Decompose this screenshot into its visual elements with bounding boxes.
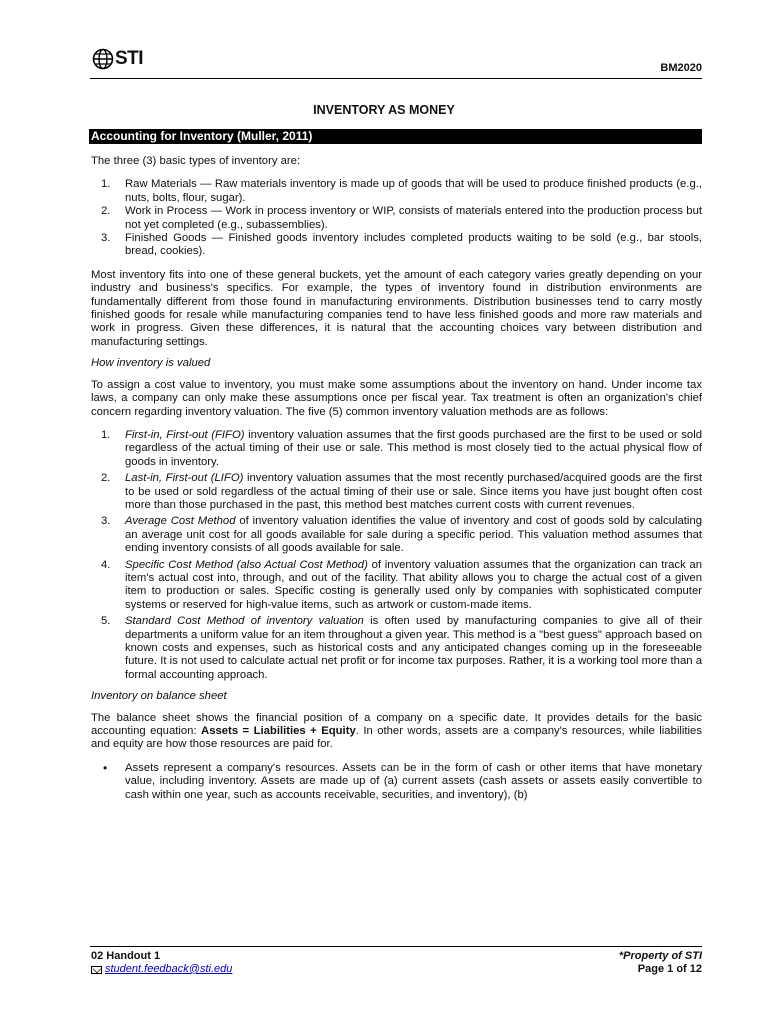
method-term: First-in, First-out (FIFO) <box>125 428 245 441</box>
subheading: Inventory on balance sheet <box>91 690 227 703</box>
page-title: INVENTORY AS MONEY <box>313 103 455 117</box>
method-term: Standard Cost Method of inventory valuation <box>125 615 364 628</box>
list-item: 3. Average Cost Method of inventory valuation identifies the value of inventory and cost of goods sold by calculating an average unit cost for all goods available for sale during a specific period. This valuation method assumes that ending inventory consists of all goods available for sale. <box>101 515 703 555</box>
page-number: Page 1 of 12 <box>637 963 702 975</box>
method-term: Last-in, First-out (LIFO) <box>125 472 244 485</box>
valuation-methods-list <box>91 429 702 682</box>
paragraph: To assign a cost value to inventory, you must make some assumptions about the inventory on hand. Under income tax laws, a company can only make these assumptions once per fiscal year. Tax treatment is often an organization's chief concern regarding inventory valuation. The five (5) common inventory valuation methods are as follows: <box>91 378 702 418</box>
bullet-icon: • <box>103 760 108 775</box>
sti-logo <box>92 48 143 70</box>
list-item: 1. First-in, First-out (FIFO) inventory valuation assumes that the first goods purchased are the first to be used or sold regardless of the actual timing of their use or sale. This method is most closely tied to the actual physical flow of goods in inventory. <box>101 428 702 468</box>
balance-sheet-list <box>91 762 702 802</box>
section-heading: Accounting for Inventory (Muller, 2011) <box>89 129 702 144</box>
list-item: 5. Standard Cost Method of inventory valuation is often used by manufacturing companies to give all of their departments a uniform value for an item throughout a given year. This method is a "best guess" approach based on known costs and expenses, such as historical costs and any anticipated changes coming up in the foreseeable future. It is not used to calculate actual net profit or for income tax purposes. Rather, it is a working tool more than a formal accounting approach. <box>101 615 702 681</box>
list-item: 2. Work in Process — Work in process inventory or WIP, consists of materials entered into the production process but not yet completed (e.g., subassemblies). <box>101 205 702 231</box>
method-term: Average Cost Method <box>125 515 236 528</box>
envelope-icon <box>91 966 102 974</box>
handout-label: 02 Handout 1 <box>91 950 161 962</box>
email-link[interactable]: student.feedback@sti.edu <box>105 963 233 975</box>
method-term: Specific Cost Method (also Actual Cost Method) <box>125 558 368 571</box>
paragraph: The balance sheet shows the financial position of a company on a specific date. It provides details for the basic accounting equation: Assets = Liabilities + Equity. In other words, assets are a company's resources, while liabilities and equity are how those resources are paid for. <box>91 711 702 751</box>
intro-text: The three (3) basic types of inventory are: <box>91 155 301 167</box>
list-item: 4. Specific Cost Method (also Actual Cost Method) of inventory valuation assumes that the organization can track an item's actual cost into, through, and out of the facility. That ability allows you to charge the actual cost of a given item to production or sales. Specific costing is generally used only by companies with sophisticated computer systems or reserved for high-value items, such as artwork or custom-made items. <box>101 558 702 611</box>
footer-divider <box>90 946 702 947</box>
footer-left <box>91 950 232 976</box>
header-divider <box>90 78 702 79</box>
list-item: 2. Last-in, First-out (LIFO) inventory valuation assumes that the most recently purchased/acquired goods are the first to be used or sold regardless of the actual timing of their use or sale. Since items you have just bought often cost more than those purchased in the past, this method best matches current costs with current revenues. <box>101 472 703 511</box>
property-notice: *Property of STI <box>618 950 702 962</box>
document-code: BM2020 <box>660 62 702 74</box>
subheading: How inventory is valued <box>91 357 211 370</box>
logo-text: STI <box>115 48 144 69</box>
inventory-types-list <box>91 178 702 258</box>
accounting-equation: Assets = Liabilities + Equity <box>201 725 356 738</box>
list-item: 1. Raw Materials — Raw materials inventory is made up of goods that will be used to produce finished products (e.g., nuts, bolts, flour, sugar). <box>101 178 702 204</box>
paragraph: Most inventory fits into one of these general buckets, yet the amount of each category varies greatly depending on your industry and business's specifics. For example, the types of inventory found in distribution environments are fundamentally different from those found in manufacturing environments. Distribution businesses tend to carry mostly finished goods for resale while manufacturing companies tend to have less finished goods and more raw materials and work in progress. Given these differences, it is natural that the accounting choices vary between distribution and manufacturing settings. <box>91 268 702 348</box>
email-row <box>91 963 232 976</box>
content-body <box>91 155 702 802</box>
footer-right <box>619 950 702 976</box>
globe-icon <box>92 48 114 70</box>
list-item: 3. Finished Goods — Finished goods inventory includes completed products waiting to be sold (e.g., bar stools, bread, cookies). <box>101 232 702 258</box>
list-item: • Assets represent a company's resources. Assets can be in the form of cash or other items that have monetary value, including inventory. Assets are made up of (a) current assets (cash assets or assets easily convertible to cash within one year, such as accounts receivable, securities, and inventory), (b) <box>91 762 702 802</box>
